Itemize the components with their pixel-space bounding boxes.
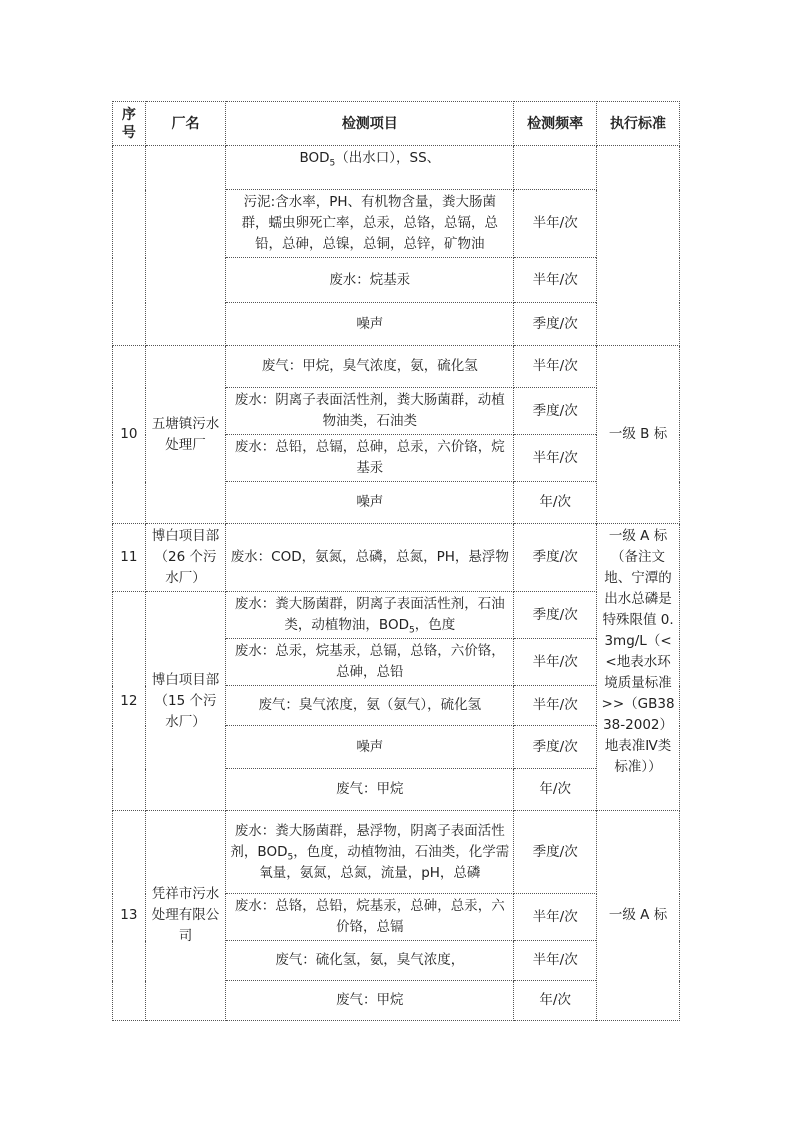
table-row-freq: 半年/次 — [514, 258, 597, 303]
header-freq: 检测频率 — [514, 102, 597, 146]
table-row-item: 噪声 — [226, 482, 514, 524]
table-row-item: 废水：总铬，总铅，烷基汞，总砷，总汞，六价铬，总镉 — [226, 894, 514, 941]
table-row-freq: 季度/次 — [514, 303, 597, 346]
row-11-name: 博白项目部（26 个污水厂） — [145, 524, 226, 592]
table-row-item: 噪声 — [226, 303, 514, 346]
row-10-std: 一级 B 标 — [597, 346, 680, 524]
table-row-freq: 半年/次 — [514, 639, 597, 686]
table-row-item: 废水：粪大肠菌群，阴离子表面活性剂，石油类，动植物油，$BOD_5$，色度 — [226, 592, 514, 639]
header-no: 序号 — [113, 102, 146, 146]
row-13-std: 一级 A 标 — [597, 811, 680, 1021]
table-row-freq: 年/次 — [514, 769, 597, 811]
table-row-freq: 季度/次 — [514, 388, 597, 435]
table-row-item: 废气：甲烷，臭气浓度，氨，硫化氢 — [226, 346, 514, 388]
row-12-name: 博白项目部（15 个污水厂） — [145, 592, 226, 811]
cont-std-cell — [597, 146, 680, 346]
table-row-freq: 半年/次 — [514, 190, 597, 258]
monitoring-table — [112, 101, 680, 1021]
table-row-freq: 季度/次 — [514, 726, 597, 769]
row-10-no: 10 — [113, 346, 146, 524]
table-row-item: 废气：甲烷 — [226, 981, 514, 1021]
row-13-no: 13 — [113, 811, 146, 1021]
table-row-item: 废气：硫化氢，氨，臭气浓度， — [226, 941, 514, 981]
table-row-item: 废水：粪大肠菌群，悬浮物，阴离子表面活性剂，$BOD_5$，色度，动植物油，石油类，化学需氧量，氨氮，总氮，流量，pH，总磷 — [226, 811, 514, 894]
row-13-name: 凭祥市污水处理有限公司 — [145, 811, 226, 1021]
table-row-freq: 季度/次 — [514, 524, 597, 592]
table-row-item: 废水：总汞，烷基汞，总镉，总铬，六价铬，总砷，总铅 — [226, 639, 514, 686]
row-11-12-std: 一级 A 标（备注文地、宁潭的出水总磷是特殊限值 0.3mg/L（<<地表水环境质量标准>>（GB3838-2002）地表准Ⅳ类标准）） — [597, 524, 680, 811]
cont-name-cell — [145, 146, 226, 346]
table-row-freq: 年/次 — [514, 981, 597, 1021]
row-10-name: 五塘镇污水处理厂 — [145, 346, 226, 524]
table-row-freq: 季度/次 — [514, 592, 597, 639]
row-12-no: 12 — [113, 592, 146, 811]
table-row-item: 废水：COD，氨氮，总磷，总氮，PH，悬浮物 — [226, 524, 514, 592]
table-row-item: 废水：总铅，总镉，总砷，总汞，六价铬，烷基汞 — [226, 435, 514, 482]
table-row-item: 噪声 — [226, 726, 514, 769]
table-row-item: $BOD_5$（出水口），SS、 — [226, 146, 514, 190]
table-row-freq: 半年/次 — [514, 686, 597, 726]
table-row-freq: 半年/次 — [514, 941, 597, 981]
header-std: 执行标准 — [597, 102, 680, 146]
table-row-freq: 半年/次 — [514, 435, 597, 482]
table-row-item: 废水：烷基汞 — [226, 258, 514, 303]
table-row-freq: 季度/次 — [514, 811, 597, 894]
table-row-item: 污泥:含水率，PH、有机物含量，粪大肠菌群，蠕虫卵死亡率，总汞，总铬，总镉，总铅，总砷，总镍，总铜，总锌，矿物油 — [226, 190, 514, 258]
table-row-freq: 年/次 — [514, 482, 597, 524]
table-row-freq — [514, 146, 597, 190]
table-row-item: 废气：甲烷 — [226, 769, 514, 811]
table-row-item: 废气：臭气浓度，氨（氨气），硫化氢 — [226, 686, 514, 726]
header-name: 厂名 — [145, 102, 226, 146]
header-item: 检测项目 — [226, 102, 514, 146]
table-row-freq: 半年/次 — [514, 346, 597, 388]
table-row-freq: 半年/次 — [514, 894, 597, 941]
row-11-no: 11 — [113, 524, 146, 592]
table-row-item: 废水：阴离子表面活性剂，粪大肠菌群，动植物油类，石油类 — [226, 388, 514, 435]
cont-no-cell — [113, 146, 146, 346]
